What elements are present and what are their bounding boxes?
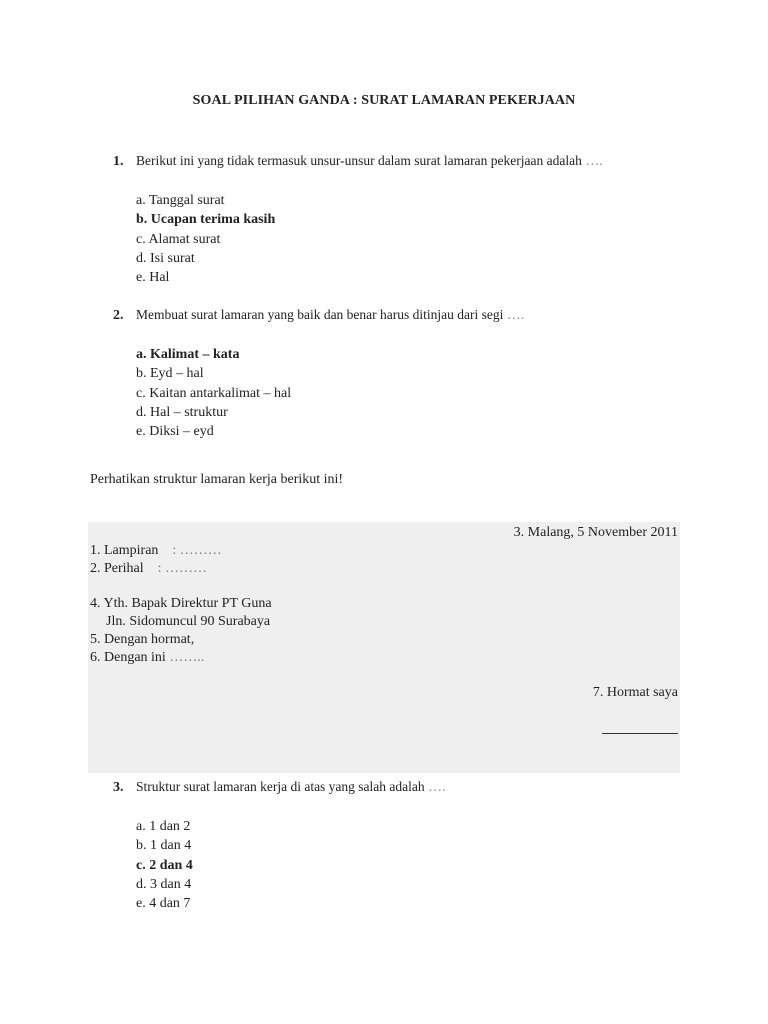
question-text: Berikut ini yang tidak termasuk unsur-unsur dalam surat lamaran pekerjaan adalah xyxy=(136,153,582,168)
question-2 xyxy=(113,307,524,324)
option-d: d. 3 dan 4 xyxy=(136,876,192,892)
letter-salutation: 5. Dengan hormat, xyxy=(90,632,195,647)
perihal-value: : ……… xyxy=(157,561,208,576)
letter-address-2: Jln. Sidomuncul 90 Surabaya xyxy=(106,614,271,629)
letter-address-1: 4. Yth. Bapak Direktur PT Guna xyxy=(90,596,272,611)
option-c: c. Alamat surat xyxy=(136,231,221,247)
question-3-options xyxy=(136,817,193,913)
question-text: Membuat surat lamaran yang baik dan benar harus ditinjau dari segi xyxy=(136,307,504,322)
question-text: Struktur surat lamaran kerja di atas yang salah adalah xyxy=(136,779,425,794)
question-dots: …. xyxy=(506,308,525,323)
option-b: b. Ucapan terima kasih xyxy=(136,212,276,228)
question-number: 2. xyxy=(113,308,124,323)
option-d: d. Hal – struktur xyxy=(136,404,228,420)
letter-lampiran xyxy=(90,543,222,559)
option-e: e. 4 dan 7 xyxy=(136,896,191,912)
option-c: c. Kaitan antarkalimat – hal xyxy=(136,385,292,401)
letter-closing: 7. Hormat saya xyxy=(592,685,678,700)
question-1-options xyxy=(136,191,275,287)
letter-date: 3. Malang, 5 November 2011 xyxy=(513,525,678,540)
option-b: b. 1 dan 4 xyxy=(136,838,192,854)
question-3 xyxy=(113,779,446,796)
opening-dots: …….. xyxy=(169,650,205,665)
option-a: a. Tanggal surat xyxy=(136,193,225,208)
question-number: 1. xyxy=(113,154,124,169)
question-number: 3. xyxy=(113,780,124,795)
option-a: a. Kalimat – kata xyxy=(136,347,240,362)
option-e: e. Diksi – eyd xyxy=(136,424,214,440)
option-c: c. 2 dan 4 xyxy=(136,857,193,873)
option-a: a. 1 dan 2 xyxy=(136,819,191,834)
page-title: SOAL PILIHAN GANDA : SURAT LAMARAN PEKERJAAN xyxy=(192,93,576,108)
letter-perihal xyxy=(90,561,207,577)
letter-structure-box xyxy=(88,522,680,773)
option-e: e. Hal xyxy=(136,270,170,286)
question-dots: …. xyxy=(585,154,603,169)
option-b: b. Eyd – hal xyxy=(136,366,204,382)
lampiran-label: 1. Lampiran xyxy=(90,543,159,558)
signature-line xyxy=(602,732,678,734)
lampiran-value: : ……… xyxy=(172,543,222,558)
question-1 xyxy=(113,153,603,170)
letter-opening xyxy=(90,650,204,666)
option-d: d. Isi surat xyxy=(136,250,195,266)
opening-prefix: 6. Dengan ini xyxy=(90,650,166,665)
question-dots: …. xyxy=(428,780,446,795)
question-2-options xyxy=(136,345,291,441)
perihal-label: 2. Perihal xyxy=(90,561,144,576)
letter-intro: Perhatikan struktur lamaran kerja berikut ini! xyxy=(90,472,344,487)
